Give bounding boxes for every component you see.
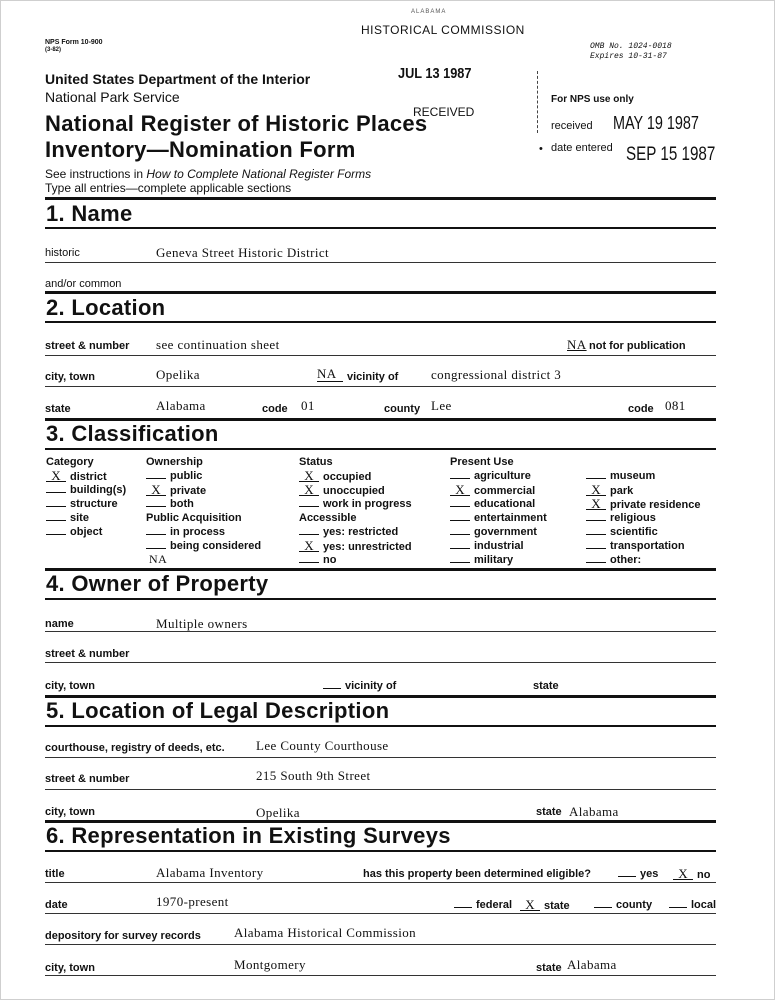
use-other[interactable] <box>586 554 641 566</box>
eligible-no[interactable] <box>673 868 710 881</box>
checkbox-mark[interactable] <box>323 688 341 689</box>
option-label: in process <box>170 526 226 538</box>
option-label: local <box>691 899 717 911</box>
use-industrial[interactable] <box>450 540 524 552</box>
form-title-line1: National Register of Historic Places <box>45 111 428 136</box>
survey-city-label: city, town <box>45 962 95 974</box>
field-line <box>45 386 716 387</box>
checkbox-mark[interactable] <box>146 506 166 507</box>
field-line <box>45 262 716 263</box>
checkbox-mark[interactable] <box>586 520 606 521</box>
option-label: government <box>474 526 537 538</box>
date-entered-label: date entered <box>551 142 613 154</box>
checkbox-mark[interactable] <box>669 907 687 908</box>
checkbox-mark[interactable]: X <box>46 470 66 482</box>
status-unoccupied[interactable] <box>299 484 385 497</box>
field-line <box>45 757 716 758</box>
use-commercial[interactable] <box>450 484 535 497</box>
ownership-both[interactable] <box>146 498 194 510</box>
owner-city-label: city, town <box>45 680 95 692</box>
county-code-value[interactable]: 081 <box>665 398 686 413</box>
option-label: district <box>70 471 107 483</box>
option-label: agriculture <box>474 470 531 482</box>
option-label: private <box>170 485 207 497</box>
legal-state-value[interactable]: Alabama <box>569 804 619 819</box>
survey-state-label: state <box>536 962 562 974</box>
option-label: object <box>70 526 103 538</box>
checkbox-mark[interactable] <box>299 506 319 507</box>
received-label: received <box>551 120 593 132</box>
form-title-line2: Inventory—Nomination Form <box>45 137 356 162</box>
checkbox-mark[interactable] <box>594 907 612 908</box>
checkbox-mark[interactable] <box>618 876 636 877</box>
checkbox-mark[interactable] <box>586 562 606 563</box>
divider <box>45 227 716 229</box>
street-value[interactable]: see continuation sheet <box>156 337 280 352</box>
divider <box>45 197 716 200</box>
survey-title-value[interactable]: Alabama Inventory <box>156 865 264 880</box>
section-1-title: 1. Name <box>46 201 133 226</box>
level-state[interactable] <box>520 899 570 912</box>
option-label: federal <box>476 899 513 911</box>
depository-label: depository for survey records <box>45 930 201 942</box>
option-label: yes: unrestricted <box>323 541 412 553</box>
vicinity-mark[interactable]: NA <box>317 367 343 382</box>
form-revision: (3-82) <box>45 47 62 53</box>
use-educational[interactable] <box>450 498 535 510</box>
checkbox-mark[interactable] <box>146 478 166 479</box>
courthouse-value[interactable]: Lee County Courthouse <box>256 738 389 753</box>
historic-label: historic <box>45 247 80 259</box>
instructions-line1 <box>45 167 371 181</box>
checkbox-mark[interactable] <box>586 534 606 535</box>
option-label: occupied <box>323 471 372 483</box>
option-label: religious <box>610 512 656 524</box>
option-label: military <box>474 554 514 566</box>
street-label: street & number <box>45 340 130 352</box>
date-entered-marker: • <box>539 143 543 155</box>
instructions-line2: Type all entries—complete applicable sections <box>45 181 292 195</box>
checkbox-mark[interactable] <box>46 492 66 493</box>
acquisition-being-considered[interactable] <box>146 540 261 552</box>
present-use-heading: Present Use <box>450 456 514 468</box>
checkbox-mark[interactable] <box>450 506 470 507</box>
option-label: being considered <box>170 540 262 552</box>
department-name: United States Department of the Interior <box>45 71 311 87</box>
accessible-restricted[interactable] <box>299 526 398 538</box>
level-federal[interactable] <box>454 899 512 911</box>
option-label: transportation <box>610 540 685 552</box>
checkbox-mark[interactable] <box>450 520 470 521</box>
use-military[interactable] <box>450 554 513 566</box>
option-label: yes <box>640 868 659 880</box>
category-structure[interactable] <box>46 498 118 510</box>
section-2-title: 2. Location <box>46 295 166 320</box>
depository-value[interactable]: Alabama Historical Commission <box>234 925 417 940</box>
state-code-value[interactable]: 01 <box>301 398 315 413</box>
instructions-prefix: See instructions in <box>45 167 147 181</box>
option-label: site <box>70 512 89 524</box>
owner-vicinity[interactable] <box>323 680 396 692</box>
form-number: NPS Form 10-900 <box>45 39 103 46</box>
section-4-title: 4. Owner of Property <box>46 571 269 596</box>
checkbox-mark[interactable] <box>46 520 66 521</box>
divider <box>45 321 716 323</box>
option-label: museum <box>610 470 656 482</box>
use-transportation[interactable] <box>586 540 685 552</box>
level-county[interactable] <box>594 899 652 911</box>
divider <box>45 291 716 294</box>
option-label: no <box>323 554 337 566</box>
public-acquisition-heading: Public Acquisition <box>146 512 242 524</box>
legal-city-value[interactable]: Opelika <box>256 805 300 820</box>
option-label: educational <box>474 498 536 510</box>
not-for-publication-label: not for publication <box>589 340 686 352</box>
checkbox-mark[interactable]: X <box>450 484 470 496</box>
courthouse-label: courthouse, registry of deeds, etc. <box>45 742 225 754</box>
accessible-heading: Accessible <box>299 512 357 524</box>
option-label: industrial <box>474 540 524 552</box>
checkbox-mark[interactable] <box>146 548 166 549</box>
legal-state-label: state <box>536 806 562 818</box>
option-label: park <box>610 485 634 497</box>
vicinity-label: vicinity of <box>347 371 399 383</box>
checkbox-mark[interactable]: X <box>299 470 319 482</box>
common-name-label: and/or common <box>45 278 122 290</box>
field-line <box>45 944 716 945</box>
county-code-label: code <box>628 403 654 415</box>
ownership-private[interactable] <box>146 484 206 497</box>
commission-stamp-top: ALABAMA <box>411 9 447 15</box>
option-label: no <box>697 869 711 881</box>
option-label: unoccupied <box>323 485 385 497</box>
checkbox-mark[interactable] <box>450 562 470 563</box>
acquisition-in-process[interactable] <box>146 526 225 538</box>
checkbox-mark[interactable] <box>146 534 166 535</box>
divider <box>45 598 716 600</box>
option-label: other: <box>610 554 642 566</box>
status-work-in-progress[interactable] <box>299 498 412 510</box>
checkbox-mark[interactable] <box>586 478 606 479</box>
state-label: state <box>45 403 71 415</box>
category-buildings[interactable] <box>46 484 126 496</box>
checkbox-mark[interactable] <box>46 534 66 535</box>
owner-name-value[interactable]: Multiple owners <box>156 616 248 631</box>
checkbox-mark[interactable] <box>450 478 470 479</box>
received-date: MAY 19 1987 <box>613 113 699 133</box>
city-value[interactable]: Opelika <box>156 367 200 382</box>
received-stamp: RECEIVED <box>413 105 475 119</box>
survey-state-value[interactable]: Alabama <box>567 957 617 972</box>
legal-city-label: city, town <box>45 806 95 818</box>
option-label: vicinity of <box>345 680 397 692</box>
ownership-public[interactable] <box>146 470 202 482</box>
section-3-title: 3. Classification <box>46 421 219 446</box>
checkbox-mark[interactable] <box>586 548 606 549</box>
checkbox-mark[interactable]: X <box>299 484 319 496</box>
checkbox-mark[interactable] <box>454 907 472 908</box>
checkbox-mark[interactable]: X <box>299 540 319 552</box>
jul-date-stamp: JUL 13 1987 <box>398 65 472 82</box>
nps-box-divider <box>537 71 540 133</box>
owner-name-label: name <box>45 618 74 630</box>
divider <box>45 725 716 727</box>
instructions-title: How to Complete National Register Forms <box>146 167 372 181</box>
checkbox-mark[interactable]: X <box>673 868 693 880</box>
use-private-residence[interactable] <box>586 498 701 511</box>
nps-use-heading: For NPS use only <box>551 94 634 105</box>
eligible-yes[interactable] <box>618 868 658 880</box>
legal-street-label: street & number <box>45 773 130 785</box>
field-line <box>45 355 716 356</box>
field-line <box>45 975 716 976</box>
category-object[interactable] <box>46 526 102 538</box>
state-value[interactable]: Alabama <box>156 398 206 413</box>
checkbox-mark[interactable]: X <box>146 484 166 496</box>
use-religious[interactable] <box>586 512 656 524</box>
congressional-district[interactable]: congressional district 3 <box>431 367 562 382</box>
checkbox-mark[interactable]: X <box>520 899 540 911</box>
agency-name: National Park Service <box>45 89 180 105</box>
option-label: work in progress <box>323 498 412 510</box>
use-entertainment[interactable] <box>450 512 547 524</box>
omb-expires: Expires 10-31-87 <box>590 52 667 61</box>
section-5-title: 5. Location of Legal Description <box>46 698 390 723</box>
field-line <box>45 913 716 914</box>
use-government[interactable] <box>450 526 537 538</box>
option-label: county <box>616 899 653 911</box>
county-label: county <box>384 403 421 415</box>
state-code-label: code <box>262 403 288 415</box>
field-line <box>45 789 716 790</box>
omb-number: OMB No. 1024-0018 <box>590 42 672 51</box>
checkbox-mark[interactable] <box>46 506 66 507</box>
use-museum[interactable] <box>586 470 655 482</box>
option-label: structure <box>70 498 118 510</box>
category-district[interactable] <box>46 470 107 483</box>
checkbox-mark[interactable] <box>299 534 319 535</box>
option-label: yes: restricted <box>323 526 399 538</box>
use-scientific[interactable] <box>586 526 658 538</box>
accessible-unrestricted[interactable] <box>299 540 412 553</box>
legal-street-value[interactable]: 215 South 9th Street <box>256 768 371 783</box>
option-label: public <box>170 470 203 482</box>
level-local[interactable] <box>669 899 716 911</box>
owner-street-label: street & number <box>45 648 130 660</box>
status-heading: Status <box>299 456 333 468</box>
section-6-title: 6. Representation in Existing Surveys <box>46 823 451 848</box>
survey-title-label: title <box>45 868 65 880</box>
divider <box>45 850 716 852</box>
field-line <box>45 882 716 883</box>
ownership-heading: Ownership <box>146 456 203 468</box>
checkbox-mark[interactable]: X <box>586 484 606 496</box>
county-value[interactable]: Lee <box>431 398 452 413</box>
survey-city-value[interactable]: Montgomery <box>234 957 306 972</box>
category-heading: Category <box>46 456 94 468</box>
checkbox-mark[interactable] <box>299 562 319 563</box>
option-label: commercial <box>474 485 536 497</box>
divider <box>45 448 716 450</box>
field-line <box>45 631 716 632</box>
option-label: state <box>544 900 570 912</box>
commission-stamp: HISTORICAL COMMISSION <box>361 23 525 37</box>
city-label: city, town <box>45 371 95 383</box>
survey-date-value[interactable]: 1970-present <box>156 894 229 909</box>
checkbox-mark[interactable] <box>450 534 470 535</box>
category-site[interactable] <box>46 512 89 524</box>
owner-state-label: state <box>533 680 559 692</box>
option-label: scientific <box>610 526 658 538</box>
option-label: both <box>170 498 194 510</box>
date-entered-value: SEP 15 1987 <box>626 144 716 165</box>
option-label: private residence <box>610 499 701 511</box>
field-line <box>45 662 716 663</box>
option-label: entertainment <box>474 512 547 524</box>
checkbox-mark[interactable]: X <box>586 498 606 510</box>
use-agriculture[interactable] <box>450 470 531 482</box>
not-for-publication-mark[interactable]: NA <box>567 337 587 352</box>
accessible-no[interactable] <box>299 554 336 566</box>
checkbox-mark[interactable] <box>450 548 470 549</box>
acquisition-note: NA <box>149 552 168 566</box>
option-label: building(s) <box>70 484 127 496</box>
eligible-question: has this property been determined eligible? <box>363 868 591 880</box>
survey-date-label: date <box>45 899 68 911</box>
historic-name-value[interactable]: Geneva Street Historic District <box>156 245 330 260</box>
